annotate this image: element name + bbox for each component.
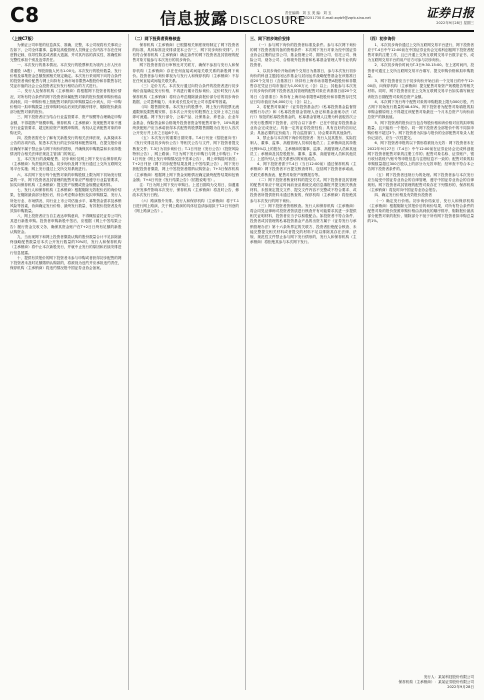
paragraph: （六）路演推介安排。发行人和保荐机构（主承销商）将于T-1日进行网上路演，关于网上路演的具体信息请参阅拟于T-2日刊登的《网上路演公告》。 <box>132 198 239 213</box>
newspaper-logo: 证券日报 <box>425 6 474 20</box>
issuer-name: 发行人：某某科技股份有限公司 <box>423 675 474 679</box>
paragraph: 保荐机构（主承销商）已根据相关制度规则制定了网下投资者的标准，具体标准及安排请见本公告“三、网下初步询价安排”。只有符合保荐机构（主承销商）确定条件的网下投资者及其管理的配售对象方能参与本次发行的初步询价。 <box>132 42 239 63</box>
paragraph: 2、若配售对象属于《证券投资基金法》《私募投资基金监督管理暂行办法》和《私募投资基金管理人登记和基金备案办法（试行）》规范的私募投资基金的，私募基金管理人注册为科创板首次公开发行股票网下投资者，应符合以下条件：已在中国证券投资基金业协会完成登记；具备一定的证券投资经验；具有良好的信用记录；具备必要的定价能力；符合监管部门、协会要求的其他条件。 <box>250 104 357 135</box>
column-text <box>368 36 475 225</box>
column-text <box>10 36 122 271</box>
issuer-signature <box>368 675 475 690</box>
publication-date: 2022年9月28日 星期三 <box>436 21 474 25</box>
paragraph: 3、网下投资者应当于初步询价开始日前一个交易日的中午12:00前，向保荐机构（主承销商）提交配售对象资产规模报告等相关材料。同时，网下投资者应在上交所互联网交易平台如实填写截至该报告日期配售对象的总资产金额。 <box>367 78 474 99</box>
paragraph: （二）网下投资者核查材料的提交方式。网下投资者及其管理的配售对象应于规定时间前登录系统完成信息填报并提交相关核查材料，未按规定提交文件、提交文件内容不完整或不符合要求、或投资者所提供资料未通过核查的，保荐机构（主承销商）将拒绝其参与本次发行的网下询价。 <box>250 177 357 203</box>
paragraph: 一、本次发行的基本情况。本次发行的股票种类为境内上市人民币普通股（A股），每股面值人民币1.00元。本次发行的股份数量、发行价格及募集资金总额按照相关规定确定。本次发行采用网下向符合条件的投资者询价配售与网上向持有上海市场非限售A股股份和非限售存托凭证市值的社会公众投资者定价发行相结合的方式进行。 <box>10 63 122 89</box>
article-columns <box>10 34 474 690</box>
editor-line: 责任编辑：刘 玉 美 编：刘 玉 <box>285 11 332 15</box>
column-2 <box>128 34 240 690</box>
column-text <box>250 36 357 245</box>
sponsor-name: 保荐机构（主承销商）：某某证券股份有限公司 <box>398 680 474 684</box>
page-number: C8 <box>10 3 40 27</box>
paragraph: 网下投资者需自行审核比对关联方，确保不参加与发行人和保荐机构（主承销商）存在任何直接或间接关联关系的新股网下询价。投资者参与询价即视为与发行人和保荐机构（主承销商）不存在任何直接或间接关联关系。 <box>132 63 239 83</box>
paragraph: （一）确定发行价格。初步询价结束后，发行人和保荐机构（主承销商）根据剔除无效报价后的询价结果，对所有符合条件的配售对象的报价按照申购价格由高到低的顺序排序，剔除报价最高部分配售对象的报价，剔除部分不低于所有网下投资者拟申购总量的1%。 <box>367 198 474 224</box>
paragraph: （四）限售期安排。本次发行的股票中，网上发行的股票无流通限制及限售期安排，自本次公开发行的股票在上交所上市之日起即可流通。网下发行部分，公募产品、社保基金、养老金、企业年金基金、保险资金和合格境外投资者资金等配售对象中，10%的最终获配账户应当承诺获得本次配售的股票限售期限为自发行人首次公开发行并上市之日起6个月。 <box>132 104 239 135</box>
paragraph: 八、网上投资者应当自主表达申购意向，不得概括委托证券公司代其进行新股申购。投资者申购新股中签后，应根据《网上中签结果公告》履行资金交收义务，确保其资金账户在T+2日日终有足额的新股认购资金。 <box>10 214 122 234</box>
paragraph: 4、网下投资者需于T-4日（当日12:00前）通过保荐机构（主承销商）网下投资者平台提交核查材料，包括网下投资者承诺函、关联关系核查表、配售对象资产规模报告等。 <box>250 162 357 177</box>
paragraph: 二、发行人及保荐机构（主承销商）将根据网下投资者的报价情况，对所有符合条件的网下投资者所属配售对象的报价按照申购价格由高到低、同一申购价格上按配售对象的拟申购数量由小到大、同一申购价格同一拟申购数量上按申购时间由后到先的顺序排序，剔除报价最高部分配售对象的报价。 <box>10 89 122 115</box>
paragraph: （三）网下投资者资格核查。发行人和保荐机构（主承销商）将会同见证律师对投资者资质进行核查并有可能要求其进一步提供相关证明材料，投资者应当予以积极配合。如投资者不符合条件、投资者或其管理的私募投资基金产品的出资方属于《证券发行与承销管理办法》第十六条所界定的关联方、投资者拒绝配合核查、未能完整提交相关材料或者提交的材料不足以排除其存在法律、法规、规范性文件禁止参与网下发行情形的，发行人和保荐机构（主承销商）将拒绝其参与本次网下发行。 <box>250 203 357 245</box>
column-heading: （四）初步询价 <box>367 36 396 41</box>
paragraph: 五、本次发行的战略配售、初步询价及网上网下发行由保荐机构（主承销商）负责组织实施。初步询价及网下发行通过上交所互联网交易平台实施；网上发行通过上交所交易系统进行。 <box>10 156 122 172</box>
paragraph: 三、网下投资者应当结合行业监管要求、资产规模等合理确定申购金额，不得超资产规模申购。保荐机构（主承销商）发现配售对象不遵守行业监管要求、超过相应资产规模申购的，有权认定该配售对象的申购无效。 <box>10 115 122 135</box>
column-heading: （二）网下投资者资格核查 <box>132 36 181 41</box>
paragraph: 十、提供有效报价的网下投资者未参与申购或者获得初步配售的网下投资者未及时足额缴纳认购款的，将被视为违约并应承担违约责任，保荐机构（主承销商）将违约情况报中国证券业协会备案。 <box>10 255 122 271</box>
paragraph: 5、网下投资者的报价应当包含每股价格和该价格对应的拟申购数量，且只能有一个报价。同一网下投资者全部报价中的不同拟申购价格不超过3个。网下投资者为拟参与报价的全部配售对象录入报价记录后，应当一次性提交。 <box>367 120 474 141</box>
contact-line: 电话：010-83251730 E-mail:zqrb9@zqrb.sina.net <box>285 15 371 20</box>
section-title <box>160 6 305 29</box>
editor-info <box>285 11 371 20</box>
column-text <box>133 36 240 214</box>
paragraph: 3、禁止参与本次网下询价的投资者：发行人及其股东、实际控制人、董事、监事、高级管理人员和其他员工；主承销商及其持股比例5%以上的股东，主承销商的董事、监事、高级管理人员和其他员工；承销商及其控股股东、董事、监事、高级管理人员和其他员工；上述所列人士的关系密切的家庭成员。 <box>250 136 357 161</box>
section-title-en: DISCLOSURE <box>230 14 306 27</box>
paragraph: 2、本次初步询价时间为T-3日9:30-15:00。在上述时间内，投资者可通过上交所互联网交易平台填写、提交申购价格和拟申购数量。 <box>367 63 474 78</box>
column-heading: （上接C7版） <box>10 36 36 41</box>
column-1 <box>10 34 122 690</box>
paragraph: 4、本次网下发行每个配售对象的申购股数上限为300万股，约占网下初始发行数量的48.43%。网下投资者为配售对象填报的拟申购金额原则上不得超过该配售对象最近一个月末总资产与询价前总资产的孰低值。 <box>367 99 474 120</box>
paragraph: 6、网下投资者申报的以下情形将被视为无效：网下投资者未在2022年9月27日（T-4日）中午12:00前在证券业协会完成科创板网下投资者配售对象的注册工作的；配售对象名称、证券账户、银行收付款账户/账号等申报信息与注册信息不一致的；配售对象的拟申购数量超过300万股以上的部分为无效申报；经审查不符合本公告网下投资者条件的。 <box>367 141 474 172</box>
column-heading: 三、网下初步询价安排 <box>250 36 290 41</box>
paragraph: 为保证公司申报的信息真实、准确、完整，本公司现将有关事项公告如下，公司全体董事、监事及高级管理人员保证公告内容不存在任何虚假记载、误导性陈述或者重大遗漏，并对其内容的真实性、准确性和完整性承担个别及连带责任。 <box>10 42 122 63</box>
paragraph: 九、当出现网下和网上投资者缴款认购的股份数量合计不足扣除最终战略配售数量后本次公开发行数量的70%时，发行人和保荐机构（主承销商）将中止本次新股发行，并就中止发行的原因和后续安排进行信息披露。 <box>10 235 122 255</box>
masthead <box>10 3 474 32</box>
paragraph: （五）本次发行的重要日期安排。T-6日刊登《招股意向书》《发行安排及初步询价公告》等相关公告与文件，网下投资者提交核查文件；T-3日为初步询价日；T-1日刊登《发行公告》《投资风险特别公告》，网上路演；T日为网下发行申购日与网上申购日；T+1日刊登《网上发行申购情况及中签率公告》，网上申购摇号抽签；T+2日刊登《网下初步配售结果及网上中签结果公告》，网下发行获配投资者缴款，网上中签投资者缴纳认购资金；T+3日保荐机构（主承销商）根据网上网下资金到账情况确定最终配售结果和包销金额；T+4日刊登《发行结果公告》《招股说明书》。 <box>132 136 239 182</box>
paragraph: 四、确定发行价格及有效报价投资者 <box>374 193 432 198</box>
paragraph: 七、发行人和保荐机构（主承销商）根据剔除无效报价后的询价结果，在剔除最高部分报价后，综合考虑剩余报价及拟申购数量、发行人所处行业、市场情况、同行业上市公司估值水平、募集资金需求及承销风险等因素，协商确定发行价格、最终发行数量、有效报价投资者及有效拟申购数量。 <box>10 188 122 213</box>
paragraph: 注：T日为网上网下发行申购日。上述日期均为交易日，如遇重大突发事件影响本次发行，保荐机构（主承销商）将及时公告，修改本次发行日程。 <box>132 182 239 198</box>
paragraph: 四、投资者需充分了解有关新股发行的相关法律法规，认真阅读本公告的各项内容，知悉本次发行的定价原则和配售原则，在提交报价前应确保不属于禁止参与网下询价的情形，并确保其申购数量和未来持股情况符合相关法律法规及主管部门的规定。 <box>10 136 122 156</box>
column-4 <box>363 34 475 690</box>
paragraph: （五）网下投资者违规行为的处理。网下投资者参与本次发行应当接受中国证券业协会的自律管理，遵守中国证券业协会的自律规则。网下投资者或其管理的配售对象存在下列情形的，保荐机构（主承销商）将及时向中国证券业协会报告。 <box>367 172 474 193</box>
column-3 <box>245 34 357 690</box>
paragraph: 六、本次网下发行每个配售对象的申购股数上限为网下初始发行数量的一半，网下投资者及其管理的配售对象应严格遵守行业监管要求，如实向保荐机构（主承销商）提交资产规模或资金规模证明材料。 <box>10 172 122 187</box>
paragraph: （三）定价方式。本次发行通过向符合条件的投资者进行初步询价直接确定发行价格，不再进行累计投标询价。定价时发行人和保荐机构（主承销商）将综合考虑剔除最高报价部分后的初步询价数据、公司盈利能力、未来成长性及可比公司市盈率等因素。 <box>132 84 239 104</box>
signature-date: 2022年9月28日 <box>447 685 474 689</box>
section-title-cn: 信息披露 <box>160 9 229 28</box>
paragraph: 1、本次初步询价通过上交所互联网交易平台进行，网下投资者应于T-4日中午12:00前在中国证券业协会完成科创板网下投资者配售对象的注册工作，且已开通上交所互联网交易平台数字证书，成为互联网交易平台的用户后方可参与初步询价。 <box>367 42 474 63</box>
paragraph: 1、以初步询价开始前两个交易日为基准日，参与本次发行初步询价的科创主题封闭运作基金与封闭运作战略配售基金在该基准日前20个交易日（含基准日）所持有上海市场非限售A股股份和非限售存托凭证日均市值应为1,000万元（含）以上；其他参与本次发行初步询价的网下投资者及其管理的配售对象在该基准日前20个交易日（含基准日）所持有上海市场非限售A股股份和非限售存托凭证日均市值应为6,000万元（含）以上。 <box>250 68 357 104</box>
paragraph: （一）参与网下询价的投资者标准及条件。参与本次网下询价的网下投资者需具备的资格条件：本次网下发行对象为经中国证券业协会注册的证券公司、基金管理公司、期货公司、信托公司、保险公司、财务公司、合格境外投资者和私募基金管理人等专业机构投资者。 <box>250 42 357 68</box>
